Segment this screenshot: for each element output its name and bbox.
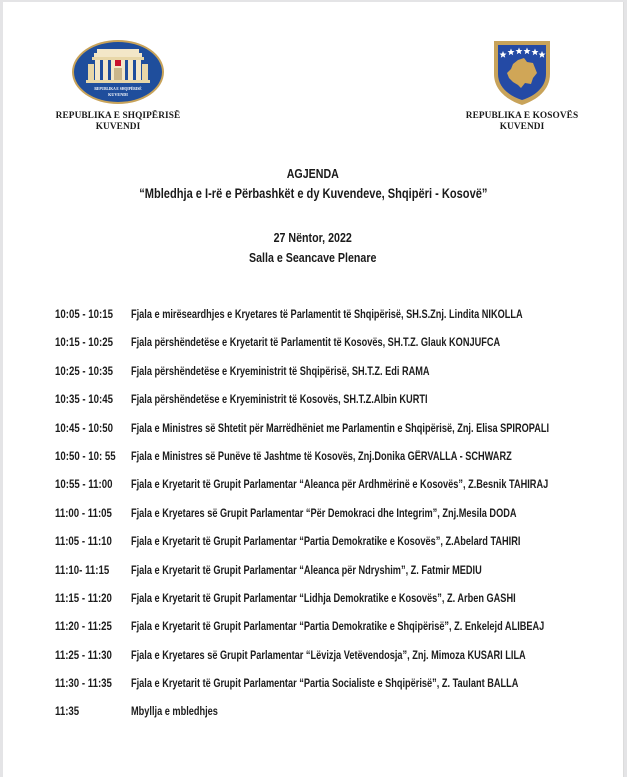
agenda-item-description: Fjala e Kryetarit të Grupit Parlamentar “Aleanca për Ardhmërinë e Kosovës”, Z.Besnik TAHIRAJ bbox=[131, 479, 549, 492]
agenda-item-description: Fjala e Kryetares së Grupit Parlamentar “Lëvizja Vetëvendosja”, Znj. Mimoza KUSARI LILA bbox=[131, 649, 526, 662]
agenda-item-description: Fjala e Ministres së Shtetit për Marrëdhëniet me Parlamentin e Shqipërisë, Znj. Elisa SPIROPALI bbox=[131, 422, 550, 435]
agenda-item-time: 11:10- 11:15 bbox=[55, 564, 110, 577]
agenda-item-time: 10:25 - 10:35 bbox=[55, 365, 113, 378]
agenda-item-time: 11:20 - 11:25 bbox=[55, 621, 112, 634]
agenda-item bbox=[55, 704, 615, 732]
left-logo-caption-line-1: REPUBLIKA E SHQIPËRISË bbox=[55, 111, 181, 121]
agenda-title: AGJENDA bbox=[286, 166, 340, 181]
agenda-item bbox=[55, 477, 615, 505]
agenda-item-description: Fjala e mirëseardhjes e Kryetares të Parlamentit të Shqipërisë, SH.S.Znj. Lindita NIKOLLA bbox=[131, 309, 523, 321]
left-logo-caption-line-2: KUVENDI bbox=[95, 122, 141, 132]
agenda-item-description: Fjala e Kryetarit të Grupit Parlamentar “Aleanca për Ndryshim”, Z. Fatmir MEDIU bbox=[131, 564, 482, 577]
agenda-item bbox=[55, 449, 615, 477]
agenda-item-time: 11:30 - 11:35 bbox=[55, 678, 112, 691]
agenda-item bbox=[55, 648, 615, 676]
agenda-item-description: Fjala e Kryetares së Grupit Parlamentar “Për Demokraci dhe Integrim”, Znj.Mesila DODA bbox=[131, 507, 517, 520]
agenda-item bbox=[55, 619, 615, 647]
agenda-item bbox=[55, 676, 615, 704]
agenda-item-time: 11:25 - 11:30 bbox=[55, 649, 112, 662]
agenda-item-description: Fjala e Kryetarit të Grupit Parlamentar “Partia Socialiste e Shqipërisë”, Z. Taulant BALLA bbox=[131, 678, 519, 691]
svg-text:KUVENDI: KUVENDI bbox=[108, 92, 128, 97]
albanian-parliament-emblem-icon bbox=[70, 38, 166, 106]
agenda-subtitle-row bbox=[3, 186, 623, 201]
agenda-item-time: 10:15 - 10:25 bbox=[55, 337, 113, 350]
agenda-item bbox=[55, 563, 615, 591]
agenda-date-row bbox=[3, 230, 623, 245]
agenda-item-time: 11:05 - 11:10 bbox=[55, 536, 112, 549]
agenda-item bbox=[55, 591, 615, 619]
agenda-item-description: Fjala e Ministres së Punëve të Jashtme të Kosovës, Znj.Donika GËRVALLA - SCHWARZ bbox=[131, 450, 512, 463]
agenda-title-row bbox=[3, 166, 623, 181]
agenda-item-description: Fjala e Kryetarit të Grupit Parlamentar “Partia Demokratike e Kosovës”, Z.Abelard TAHIRI bbox=[131, 536, 521, 549]
agenda-item-description: Fjala përshëndetëse e Kryeministrit të Shqipërisë, SH.T.Z. Edi RAMA bbox=[131, 365, 430, 378]
kosovo-coat-of-arms-icon bbox=[491, 38, 553, 106]
svg-text:REPUBLIKA E SHQIPËRISË: REPUBLIKA E SHQIPËRISË bbox=[94, 87, 142, 91]
agenda-item bbox=[55, 392, 615, 420]
agenda-subtitle: “Mbledhja e I-rë e Përbashkët e dy Kuvendeve, Shqipëri - Kosovë” bbox=[138, 186, 488, 201]
agenda-item-description: Fjala përshëndetëse e Kryeministrit të Kosovës, SH.T.Z.Albin KURTI bbox=[131, 394, 428, 407]
agenda-item bbox=[55, 307, 615, 335]
right-logo-caption-line-1: REPUBLIKA E KOSOVËS bbox=[465, 111, 579, 121]
agenda-item-description: Fjala e Kryetarit të Grupit Parlamentar “Partia Demokratike e Shqipërisë”, Z. Enkelejd ALIBEAJ bbox=[131, 621, 545, 634]
agenda-item-time: 11:15 - 11:20 bbox=[55, 592, 112, 605]
agenda-item-time: 10:55 - 11:00 bbox=[55, 479, 113, 492]
agenda-list bbox=[55, 307, 615, 733]
agenda-item-time: 11:35 bbox=[55, 706, 80, 719]
agenda-item bbox=[55, 506, 615, 534]
agenda-item bbox=[55, 364, 615, 392]
right-logo-caption-line-2: KUVENDI bbox=[499, 122, 545, 132]
agenda-item-description: Fjala e Kryetarit të Grupit Parlamentar “Lidhja Demokratike e Kosovës”, Z. Arben GASHI bbox=[131, 592, 516, 605]
agenda-item bbox=[55, 534, 615, 562]
agenda-item-time: 10:05 - 10:15 bbox=[55, 309, 113, 321]
agenda-item-description: Fjala përshëndetëse e Kryetarit të Parlamentit të Kosovës, SH.T.Z. Glauk KONJUFCA bbox=[131, 337, 501, 350]
agenda-item-time: 10:50 - 10: 55 bbox=[55, 450, 116, 463]
agenda-item-time: 10:35 - 10:45 bbox=[55, 394, 113, 407]
agenda-item bbox=[55, 335, 615, 363]
agenda-item-time: 11:00 - 11:05 bbox=[55, 507, 112, 520]
albanian-parliament-logo bbox=[55, 38, 181, 133]
agenda-item-time: 10:45 - 10:50 bbox=[55, 422, 113, 435]
agenda-room-row bbox=[3, 250, 623, 265]
agenda-room: Salla e Seancave Plenare bbox=[249, 250, 377, 265]
document-page bbox=[3, 2, 624, 777]
kosovo-assembly-logo bbox=[459, 38, 585, 133]
agenda-date: 27 Nëntor, 2022 bbox=[273, 230, 353, 245]
agenda-item-description: Mbyllja e mbledhjes bbox=[131, 706, 218, 719]
agenda-item bbox=[55, 421, 615, 449]
